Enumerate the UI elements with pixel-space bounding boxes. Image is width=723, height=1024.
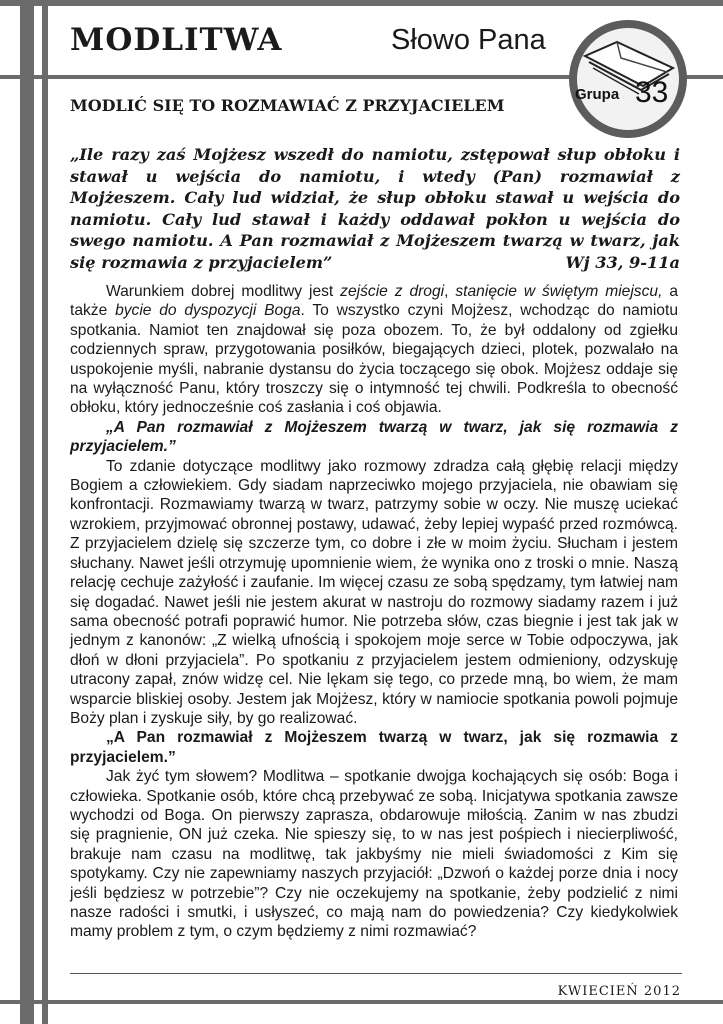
group-logo	[569, 20, 687, 138]
section-title: MODLIĆ SIĘ TO ROZMAWIAĆ Z PRZYJACIELEM	[70, 96, 505, 115]
footer-date: KWIECIEŃ 2012	[557, 984, 681, 999]
paragraph-quote-1: „A Pan rozmawiał z Mojżeszem twarzą w twarz, jak się rozmawia z przyjacielem.”	[70, 418, 678, 456]
logo-label: Grupa	[575, 86, 620, 103]
left-bar-narrow	[42, 0, 48, 1024]
footer-rule	[70, 973, 682, 974]
article-body	[70, 282, 678, 942]
paragraph-5: Jak żyć tym słowem? Modlitwa – spotkanie dwojga kochających się osób: Boga i człowieka. Spotkanie osób, które chcą przebywać ze sobą. Inicjatywa spotkania zawsze wychodzi od Boga. On pierwszy zaprasza, obdarowuje miłością. Zanim w nas zbudzi się pragnienie, ON już czeka. Nie spieszy się, to w nas jest pośpiech i niecierpliwość, brakuje nam czasu na modlitwę, tak jakbyśmy nie mieli świadomości z Kim się spotykamy. Czy nie zapewniamy naszych przyjaciół: „Dzwoń o każdej porze dnia i nocy jeśli będziesz w potrzebie”? Czy nie oczekujemy na spotkanie, żeby podzielić z nimi nasze radości i smutki, i usłyszeć, co mają nam do powiedzenia? Czy kiedykolwiek mamy problem z tym, o czym będziemy z nimi rozmawiać?	[70, 768, 678, 941]
quote-reference: Wj 33, 9-11a	[565, 252, 680, 272]
paragraph-3: To zdanie dotyczące modlitwy jako rozmowy zdradza całą głębię relacji między Bogiem a człowiekiem. Gdy siadam naprzeciwko mojego przyjaciela, nie obawiam się konfrontacji. Rozmawiamy twarzą w twarz, patrzymy sobie w oczy. Nie muszę uciekać wzrokiem, przyjmować obronnej postawy, udawać, żeby lepiej wypaść przed rozmówcą. Z przyjacielem dzielę się szczerze tym, co dobre i złe w moim życiu. Słucham i jestem słuchany. Nawet jeśli otrzymuję upomnienie wiem, że wynika ono z troski o mnie. Naszą relację cechuje zażyłość i zaufanie. Im więcej czasu ze sobą spędzamy, tym łatwiej nam się dogadać. Nawet jeśli nie jestem akurat w nastroju do rozmowy siadamy razem i już sama obecność potrafi poprawić humor. Nie potrzeba słów, czas biegnie i jest tak jak w jednym z kanonów: „Z wielką ufnością i spokojem moje serce w Tobie odpoczywa, jak dłoń w dłoni przyjaciela”. Po spotkaniu z przyjacielem jestem odmieniony, odzyskuję utracony zapał, znów widzę cel. Nie lękam się tego, co przede mną, bo wiem, że mam wsparcie bliskiej osoby. Jestem jak Mojżesz, który w namiocie spotkania powoli pojmuje Boży plan i zyskuje siły, by go realizować.	[70, 457, 678, 727]
logo-number: 33	[635, 76, 669, 109]
page-subtitle: Słowo Pana	[391, 24, 546, 56]
paragraph-1: Warunkiem dobrej modlitwy jest zejście z drogi, stanięcie w świętym miejscu, a także bycie do dyspozycji Boga. To wszystko czyni Mojżesz, wchodząc do namiotu spotkania. Namiot ten znajdował się poza obozem. To, że był oddalony od zgiełku codziennych spraw, przygotowania posiłków, biegających dzieci, plotek, pozwalało na uspokojenie myśli, nabranie dystansu do życia toczącego się obok. Mojżesz oddaje się na wyłączność Panu, który troszczy się o intymność tej chwili. Podkreśla to obecność obłoku, który jednocześnie coś zasłania i coś objawia.	[70, 283, 678, 417]
paragraph-quote-2: „A Pan rozmawiał z Mojżeszem twarzą w twarz, jak się rozmawia z przyjacielem.”	[70, 729, 678, 766]
quote-text: „Ile razy zaś Mojżesz wszedł do namiotu, zstępował słup obłoku i stawał u wejścia do namiotu, i wtedy (Pan) rozmawiał z Mojżeszem. Cały lud widział, że słup obłoku stawał u wejścia do namiotu. Cały lud stawał i każdy oddawał pokłon u wejścia do swego namiotu. A Pan rozmawiał z Mojżeszem twarzą w twarz, jak się rozmawia z przyjacielem”	[70, 145, 680, 272]
top-rule	[0, 0, 723, 6]
left-bar-wide	[20, 0, 34, 1024]
scripture-quote	[70, 144, 680, 273]
bottom-rule	[0, 1000, 723, 1004]
page-title: MODLITWA	[70, 22, 283, 58]
